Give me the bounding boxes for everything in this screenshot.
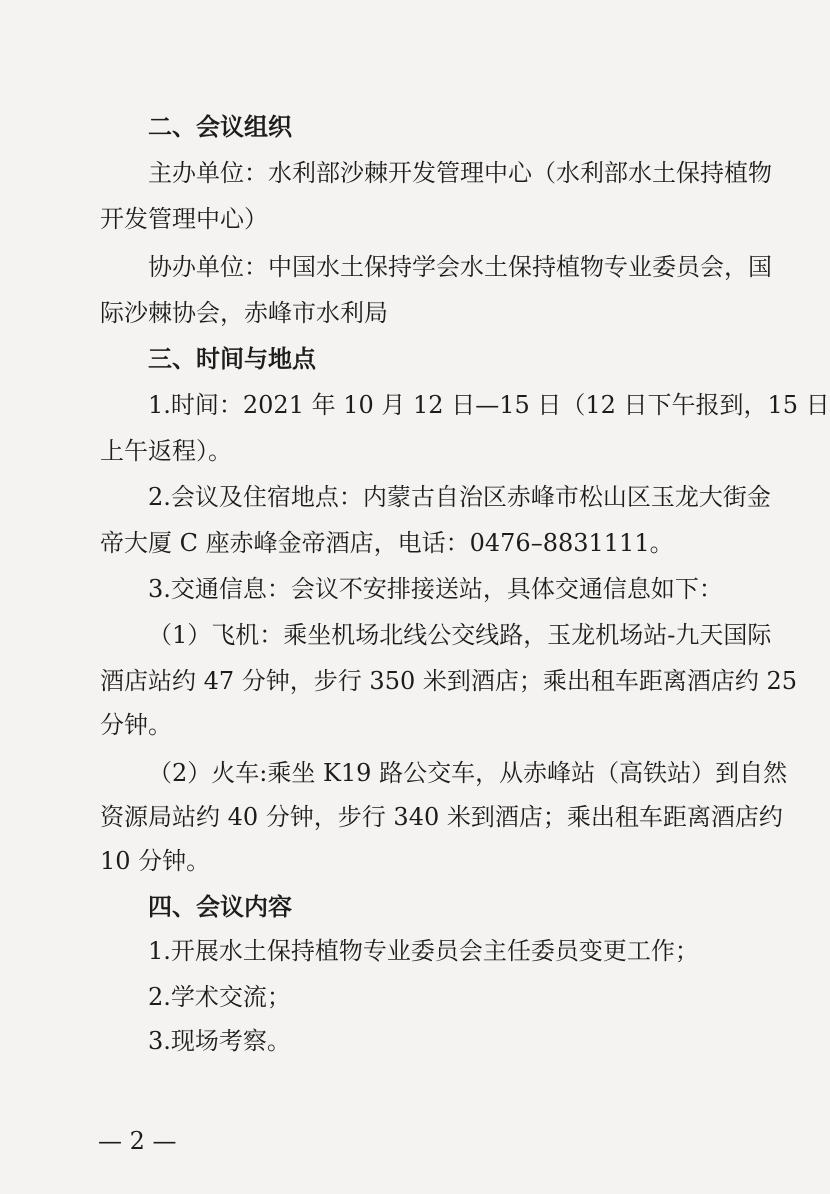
section-title-content: 四、会议内容 bbox=[148, 893, 292, 921]
section-title-organization: 二、会议组织 bbox=[148, 113, 292, 141]
co-organizer-line-1: 协办单位：中国水土保持学会水土保持植物专业委员会，国 bbox=[148, 253, 772, 281]
organizer-line-1: 主办单位：水利部沙棘开发管理中心（水利部水土保持植物 bbox=[148, 159, 772, 187]
train-line-1: （2）火车:乘坐 K19 路公交车，从赤峰站（高铁站）到自然 bbox=[148, 759, 788, 787]
plane-line-1: （1）飞机：乘坐机场北线公交线路，玉龙机场站-九天国际 bbox=[148, 621, 772, 649]
transport-intro: 3.交通信息：会议不安排接送站，具体交通信息如下： bbox=[148, 575, 723, 603]
co-organizer-line-2: 际沙棘协会，赤峰市水利局 bbox=[100, 299, 388, 327]
page-number: — 2 — bbox=[98, 1127, 177, 1155]
train-line-3: 10 分钟。 bbox=[100, 847, 211, 875]
content-item-3: 3.现场考察。 bbox=[148, 1027, 291, 1055]
plane-line-2: 酒店站约 47 分钟，步行 350 米到酒店；乘出租车距离酒店约 25 bbox=[100, 667, 798, 695]
time-line-1: 1.时间：2021 年 10 月 12 日—15 日（12 日下午报到，15 日 bbox=[148, 391, 830, 419]
train-line-2: 资源局站约 40 分钟，步行 340 米到酒店；乘出租车距离酒店约 bbox=[100, 803, 783, 831]
plane-line-3: 分钟。 bbox=[100, 711, 172, 739]
organizer-line-2: 开发管理中心） bbox=[100, 205, 268, 233]
content-item-1: 1.开展水土保持植物专业委员会主任委员变更工作； bbox=[148, 937, 699, 965]
content-item-2: 2.学术交流； bbox=[148, 983, 291, 1011]
section-title-time-place: 三、时间与地点 bbox=[148, 345, 316, 373]
time-line-2: 上午返程）。 bbox=[100, 437, 232, 465]
venue-line-1: 2.会议及住宿地点：内蒙古自治区赤峰市松山区玉龙大街金 bbox=[148, 483, 771, 511]
venue-line-2: 帝大厦 C 座赤峰金帝酒店，电话：0476–8831111。 bbox=[100, 529, 674, 557]
